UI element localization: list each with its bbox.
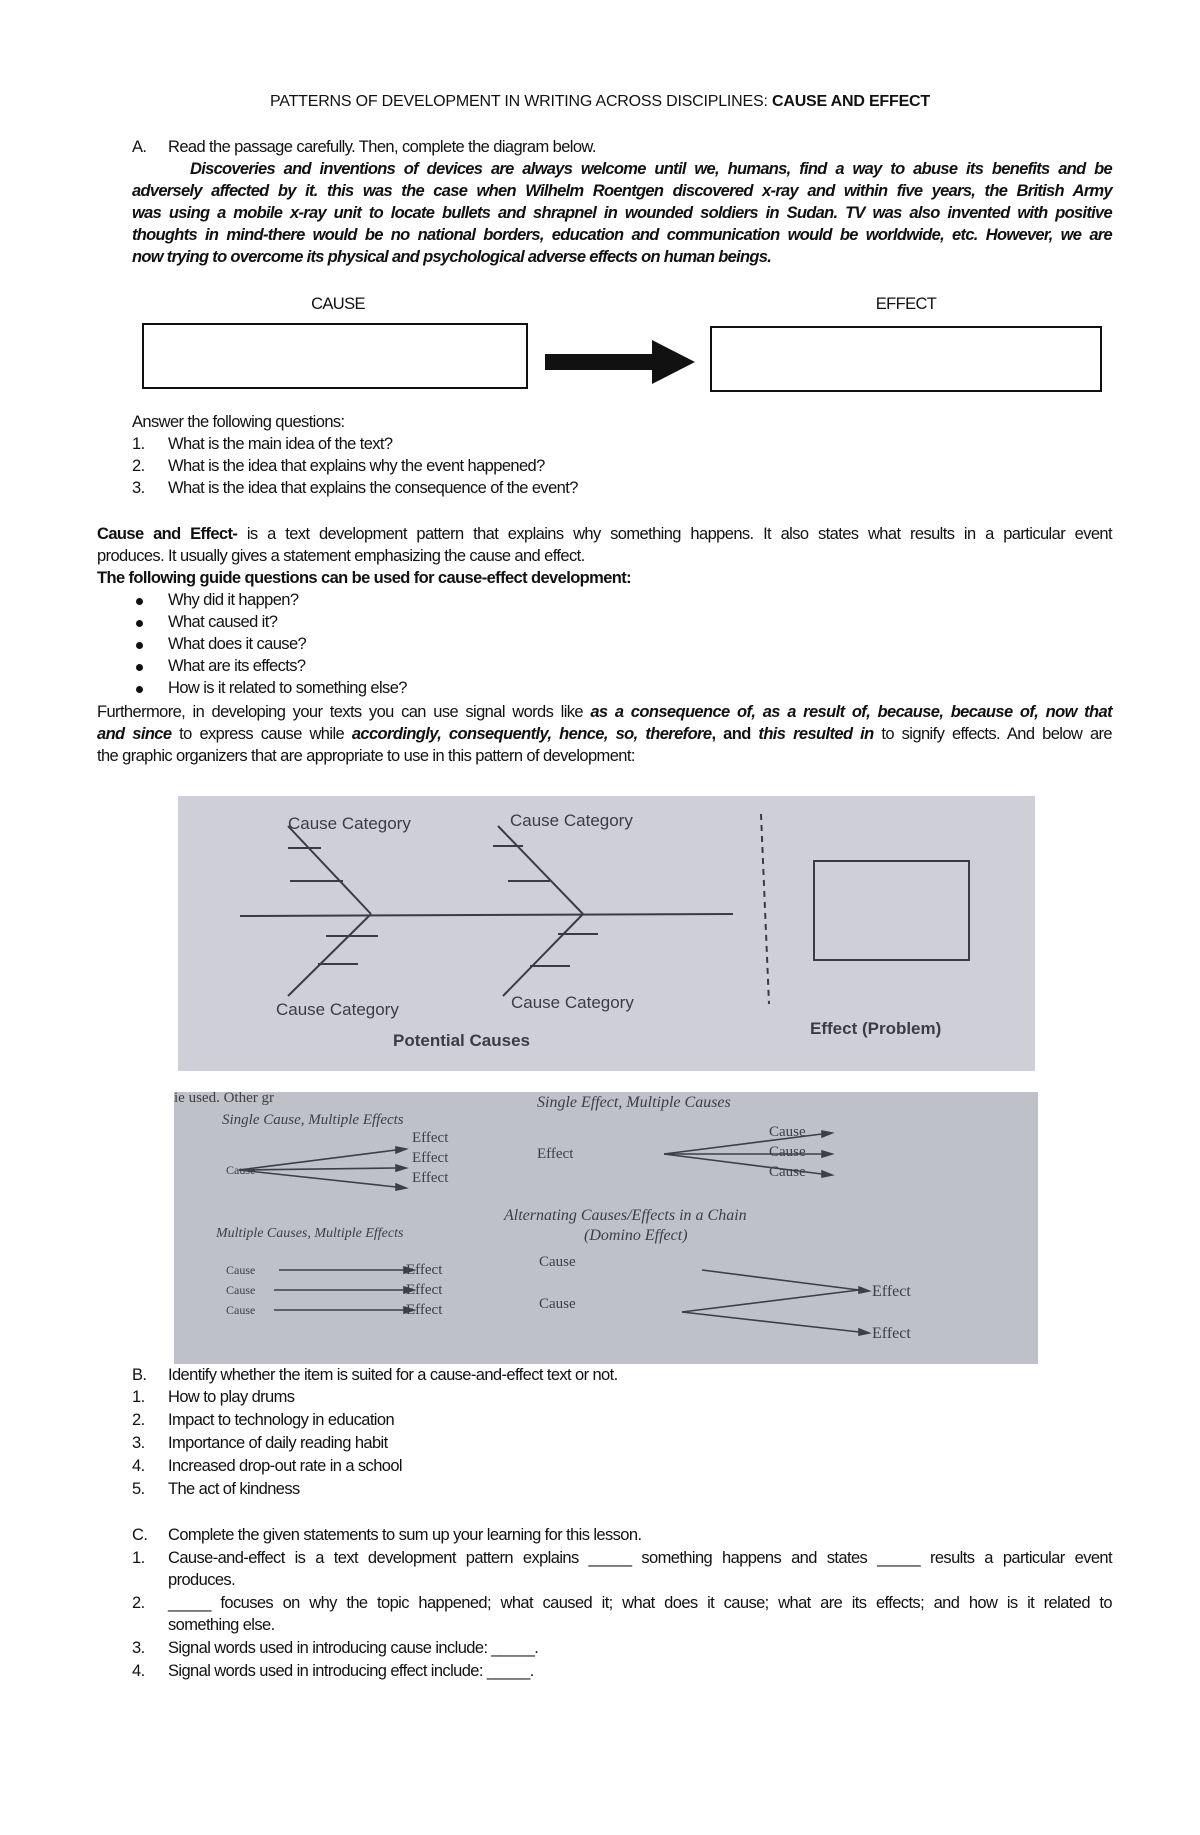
item-text: How to play drums bbox=[168, 1388, 295, 1406]
definition-line-1 bbox=[97, 523, 1112, 545]
section-c-instruction: Complete the given statements to sum up your learning for this lesson. bbox=[168, 1526, 642, 1544]
statement-text: Signal words used in introducing cause include: _____. bbox=[168, 1639, 539, 1657]
mcme-title: Multiple Causes, Multiple Effects bbox=[216, 1226, 404, 1241]
fishbone-diagram bbox=[178, 796, 1035, 1071]
mcme-effect: Effect bbox=[406, 1282, 443, 1298]
guide-question: What does it cause? bbox=[168, 635, 307, 653]
signal-line-2 bbox=[97, 723, 1112, 745]
effect-signal-words-end: this resulted in bbox=[758, 725, 874, 743]
mcme-cause: Cause bbox=[226, 1263, 256, 1277]
chain-effect: Effect bbox=[872, 1325, 911, 1342]
cause-label: CAUSE bbox=[311, 295, 365, 313]
cause-effect-arrow-icon bbox=[540, 334, 700, 392]
mcme-cause: Cause bbox=[226, 1283, 256, 1297]
chain-cause: Cause bbox=[539, 1296, 576, 1312]
passage-line-5: now trying to overcome its physical and psychological adverse effects on human beings. bbox=[132, 248, 772, 266]
section-b-instruction: Identify whether the item is suited for a cause-and-effect text or not. bbox=[168, 1366, 618, 1384]
statement-number: 1. bbox=[132, 1549, 145, 1567]
guide-question: How is it related to something else? bbox=[168, 679, 407, 697]
fishbone-category: Cause Category bbox=[511, 993, 634, 1012]
bullet-icon bbox=[136, 664, 143, 671]
questions-intro: Answer the following questions: bbox=[132, 413, 345, 431]
statement-text: Signal words used in introducing effect include: _____. bbox=[168, 1662, 534, 1680]
signal-text: Furthermore, in developing your texts you can use signal words like bbox=[97, 703, 591, 721]
effect-answer-box[interactable] bbox=[710, 326, 1102, 392]
item-number: 4. bbox=[132, 1457, 145, 1475]
passage-line-4: thoughts in mind-there would be no national borders, education and communication would be worldwide, etc. However, we are bbox=[132, 226, 1112, 244]
semc-cause: Cause bbox=[769, 1124, 806, 1140]
question-number: 1. bbox=[132, 435, 145, 453]
statement-number: 4. bbox=[132, 1662, 145, 1680]
signal-line-1 bbox=[97, 701, 1112, 723]
item-text: The act of kindness bbox=[168, 1480, 300, 1498]
bullet-icon bbox=[136, 686, 143, 693]
question-number: 3. bbox=[132, 479, 145, 497]
passage-line-1: Discoveries and inventions of devices are always welcome until we, humans, find a way to abuse its benefits and be bbox=[190, 160, 1112, 178]
question-number: 2. bbox=[132, 457, 145, 475]
mcme-cause: Cause bbox=[226, 1303, 256, 1317]
definition-line-2: produces. It usually gives a statement emphasizing the cause and effect. bbox=[97, 547, 585, 565]
question-text: What is the main idea of the text? bbox=[168, 435, 393, 453]
section-a-letter: A. bbox=[132, 138, 147, 156]
semc-cause: Cause bbox=[769, 1144, 806, 1160]
statement-text: Cause-and-effect is a text development pattern explains _____ something happens and states _____ results a particular event bbox=[168, 1549, 1112, 1567]
definition-text: is a text development pattern that explains why something happens. It also states what results in a particular event bbox=[237, 525, 1112, 543]
page-title bbox=[0, 91, 1200, 113]
organizer-fragment: ie used. Other gr bbox=[174, 1092, 274, 1106]
item-text: Impact to technology in education bbox=[168, 1411, 395, 1429]
section-c-letter: C. bbox=[132, 1526, 148, 1544]
item-text: Increased drop-out rate in a school bbox=[168, 1457, 402, 1475]
semc-cause: Cause bbox=[769, 1164, 806, 1180]
statement-text-cont: something else. bbox=[168, 1616, 275, 1634]
potential-causes-label: Potential Causes bbox=[393, 1031, 530, 1050]
statement-text-cont: produces. bbox=[168, 1571, 236, 1589]
chain-cause: Cause bbox=[539, 1254, 576, 1270]
section-b-letter: B. bbox=[132, 1366, 147, 1384]
guide-heading: The following guide questions can be used for cause-effect development: bbox=[97, 569, 632, 587]
semc-effect: Effect bbox=[537, 1146, 574, 1162]
section-a-instruction: Read the passage carefully. Then, complete the diagram below. bbox=[168, 138, 596, 156]
guide-question: Why did it happen? bbox=[168, 591, 299, 609]
mcme-effect: Effect bbox=[406, 1302, 443, 1318]
chain-subtitle: (Domino Effect) bbox=[584, 1227, 688, 1244]
question-text: What is the idea that explains the consequence of the event? bbox=[168, 479, 578, 497]
graphic-organizers bbox=[174, 1092, 1038, 1364]
definition-term: Cause and Effect- bbox=[97, 525, 238, 543]
item-number: 2. bbox=[132, 1411, 145, 1429]
effect-problem-label: Effect (Problem) bbox=[810, 1019, 942, 1038]
mcme-effect: Effect bbox=[406, 1262, 443, 1278]
bullet-icon bbox=[136, 620, 143, 627]
passage-line-3: was using a mobile x-ray unit to locate bullets and shrapnel in wounded soldiers in Sudan. TV was also invented with positive bbox=[132, 204, 1112, 222]
item-text: Importance of daily reading habit bbox=[168, 1434, 388, 1452]
title-bold: CAUSE AND EFFECT bbox=[771, 93, 930, 110]
bullet-icon bbox=[136, 598, 143, 605]
effect-label: EFFECT bbox=[875, 295, 937, 313]
passage-line-2: adversely affected by it. this was the case when Wilhelm Roentgen discovered x-ray and within five years, the British Army bbox=[132, 182, 1112, 200]
fishbone-category: Cause Category bbox=[276, 1000, 399, 1019]
graphic-organizers-photo bbox=[174, 1092, 1038, 1364]
bullet-icon bbox=[136, 642, 143, 649]
scme-effect: Effect bbox=[412, 1150, 449, 1166]
chain-title: Alternating Causes/Effects in a Chain bbox=[504, 1207, 747, 1224]
item-number: 5. bbox=[132, 1480, 145, 1498]
signal-line-3: the graphic organizers that are appropriate to use in this pattern of development: bbox=[97, 747, 635, 765]
scme-effect: Effect bbox=[412, 1130, 449, 1146]
title-regular: PATTERNS OF DEVELOPMENT IN WRITING ACROSS DISCIPLINES: bbox=[270, 93, 768, 110]
item-number: 1. bbox=[132, 1388, 145, 1406]
question-text: What is the idea that explains why the event happened? bbox=[168, 457, 545, 475]
cause-signal-words-end: and since bbox=[97, 725, 172, 743]
fishbone-diagram-photo bbox=[178, 796, 1035, 1071]
semc-title: Single Effect, Multiple Causes bbox=[537, 1094, 731, 1111]
item-number: 3. bbox=[132, 1434, 145, 1452]
cause-signal-words: as a consequence of, as a result of, because, because of, now that bbox=[590, 703, 1113, 721]
scme-effect: Effect bbox=[412, 1170, 449, 1186]
scme-cause: Cause bbox=[226, 1163, 256, 1177]
fishbone-category: Cause Category bbox=[510, 811, 633, 830]
signal-text: to signify effects. And below are bbox=[873, 725, 1113, 743]
signal-conjunction: , and bbox=[711, 725, 759, 743]
cause-answer-box[interactable] bbox=[142, 323, 528, 389]
chain-effect: Effect bbox=[872, 1283, 911, 1300]
effect-signal-words: accordingly, consequently, hence, so, therefore bbox=[351, 725, 712, 743]
fishbone-category: Cause Category bbox=[288, 814, 411, 833]
guide-question: What are its effects? bbox=[168, 657, 306, 675]
statement-number: 3. bbox=[132, 1639, 145, 1657]
statement-text: _____ focuses on why the topic happened; what caused it; what does it cause; what are its effects; and how is it related to bbox=[168, 1594, 1112, 1612]
signal-text: to express cause while bbox=[171, 725, 352, 743]
guide-question: What caused it? bbox=[168, 613, 278, 631]
statement-number: 2. bbox=[132, 1594, 145, 1612]
scme-title: Single Cause, Multiple Effects bbox=[222, 1112, 404, 1128]
